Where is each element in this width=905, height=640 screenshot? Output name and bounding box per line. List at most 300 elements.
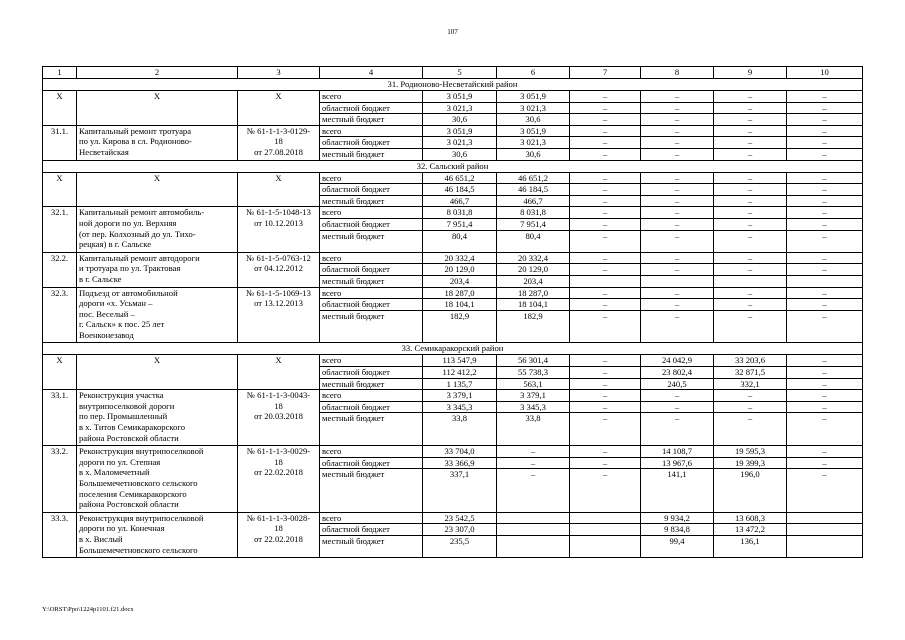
- funding-source-cell: местный бюджет: [320, 230, 423, 252]
- object-name-line: Реконструкция участка: [79, 390, 164, 401]
- funding-source-cell: всего: [320, 172, 423, 184]
- funding-source-cell: всего: [320, 446, 423, 458]
- value-cell: –: [641, 184, 714, 196]
- value-cell: 3 345,3: [497, 401, 570, 413]
- row-number-cell: 32.3.: [43, 287, 77, 343]
- funding-source-cell: областной бюджет: [320, 299, 423, 311]
- value-cell: 7 951,4: [423, 218, 497, 230]
- value-cell: –: [570, 125, 641, 137]
- value-cell: 563,1: [497, 378, 570, 390]
- row-number-cell: 31.1.: [43, 125, 77, 160]
- document-cell: [238, 91, 320, 126]
- value-cell: 46 651,2: [497, 172, 570, 184]
- value-cell: –: [787, 91, 863, 103]
- object-name-line: по пер. Промышленный: [79, 411, 168, 422]
- value-cell: 8 031,8: [423, 207, 497, 219]
- document-line: от 13.12.2013: [254, 298, 303, 309]
- value-cell: –: [570, 195, 641, 207]
- row-number-cell: X: [43, 172, 77, 207]
- column-number-7: 7: [570, 67, 641, 79]
- value-cell: 56 301,4: [497, 355, 570, 367]
- value-cell: –: [787, 401, 863, 413]
- value-cell: –: [787, 230, 863, 252]
- document-line: № 61-1-1-3-0043-: [246, 390, 311, 401]
- value-cell: –: [570, 469, 641, 512]
- document-line: от 22.02.2018: [254, 467, 303, 478]
- value-cell: [641, 275, 714, 287]
- object-name-cell: [77, 390, 238, 446]
- value-cell: –: [787, 264, 863, 276]
- document-line: № 61-1-5-1048-13: [246, 207, 311, 218]
- file-path-footer: Y:\ORST\Ppo\1224p1101.f21.docx: [42, 606, 134, 613]
- value-cell: –: [787, 367, 863, 379]
- funding-source-cell: всего: [320, 355, 423, 367]
- object-name-line: Капитальный ремонт автомобиль-: [79, 207, 205, 218]
- value-cell: –: [497, 446, 570, 458]
- value-cell: 23 542,5: [423, 512, 497, 524]
- value-cell: –: [570, 287, 641, 299]
- value-cell: –: [787, 184, 863, 196]
- district-row: [43, 343, 863, 355]
- object-name-line: внутрипоселковой дороги: [79, 400, 175, 411]
- funding-source-cell: местный бюджет: [320, 275, 423, 287]
- value-cell: 33,8: [497, 413, 570, 446]
- value-cell: 30,6: [497, 148, 570, 160]
- document-cell: [238, 446, 320, 513]
- value-cell: –: [787, 469, 863, 512]
- table-row: [43, 91, 863, 103]
- value-cell: –: [570, 137, 641, 149]
- value-cell: –: [787, 413, 863, 446]
- value-cell: –: [497, 469, 570, 512]
- object-name-cell: [77, 172, 238, 207]
- column-number-3: 3: [238, 67, 320, 79]
- object-name-cell: [77, 512, 238, 557]
- funding-source-cell: всего: [320, 91, 423, 103]
- value-cell: –: [570, 252, 641, 264]
- value-cell: 33 704,0: [423, 446, 497, 458]
- value-cell: 30,6: [423, 114, 497, 126]
- funding-source-cell: местный бюджет: [320, 114, 423, 126]
- value-cell: –: [570, 230, 641, 252]
- row-number-cell: X: [43, 355, 77, 390]
- value-cell: 14 108,7: [641, 446, 714, 458]
- value-cell: 3 379,1: [423, 390, 497, 402]
- funding-source-cell: местный бюджет: [320, 148, 423, 160]
- value-cell: –: [641, 172, 714, 184]
- funding-source-cell: областной бюджет: [320, 524, 423, 536]
- value-cell: [570, 275, 641, 287]
- object-name-line: Реконструкция внутрипоселковой: [79, 512, 204, 523]
- value-cell: –: [641, 287, 714, 299]
- value-cell: 113 547,9: [423, 355, 497, 367]
- value-cell: 3 051,9: [423, 91, 497, 103]
- value-cell: –: [641, 125, 714, 137]
- value-cell: 18 104,1: [497, 299, 570, 311]
- funding-source-cell: местный бюджет: [320, 413, 423, 446]
- value-cell: –: [570, 207, 641, 219]
- object-name-line: (от пер. Колхозный до ул. Тихо-: [79, 228, 196, 239]
- value-cell: –: [641, 91, 714, 103]
- value-cell: [787, 275, 863, 287]
- document-cell: [238, 125, 320, 160]
- value-cell: 3 021,3: [423, 102, 497, 114]
- value-cell: 99,4: [641, 536, 714, 558]
- value-cell: –: [714, 91, 787, 103]
- object-name-cell: [77, 207, 238, 252]
- funding-source-cell: всего: [320, 207, 423, 219]
- table-row: [43, 125, 863, 137]
- value-cell: 13 608,3: [714, 512, 787, 524]
- row-number-cell: 32.2.: [43, 252, 77, 287]
- value-cell: –: [714, 264, 787, 276]
- value-cell: –: [641, 252, 714, 264]
- value-cell: 3 021,3: [497, 137, 570, 149]
- value-cell: –: [714, 114, 787, 126]
- value-cell: –: [570, 264, 641, 276]
- value-cell: –: [570, 355, 641, 367]
- value-cell: 18 104,1: [423, 299, 497, 311]
- district-title: 33. Семикаракорский район: [43, 343, 863, 355]
- funding-source-cell: областной бюджет: [320, 401, 423, 413]
- funding-source-cell: местный бюджет: [320, 469, 423, 512]
- value-cell: –: [714, 125, 787, 137]
- value-cell: –: [570, 310, 641, 343]
- value-cell: [497, 512, 570, 524]
- document-line: X: [275, 355, 282, 366]
- value-cell: –: [787, 172, 863, 184]
- row-number-cell: 33.3.: [43, 512, 77, 557]
- document-line: от 22.02.2018: [254, 534, 303, 545]
- header-row: [43, 67, 863, 79]
- column-number-6: 6: [497, 67, 570, 79]
- value-cell: 80,4: [497, 230, 570, 252]
- object-name-line: ной дороги по ул. Верхняя: [79, 217, 177, 228]
- value-cell: –: [714, 299, 787, 311]
- value-cell: –: [570, 367, 641, 379]
- value-cell: –: [714, 184, 787, 196]
- funding-source-cell: областной бюджет: [320, 457, 423, 469]
- value-cell: –: [714, 390, 787, 402]
- object-name-line: Подъезд от автомобильной: [79, 287, 178, 298]
- value-cell: 20 332,4: [497, 252, 570, 264]
- document-line: от 20.03.2018: [254, 411, 303, 422]
- document-line: № 61-1-1-3-0029-: [246, 446, 311, 457]
- object-name-cell: [77, 252, 238, 287]
- value-cell: –: [641, 137, 714, 149]
- document-line: X: [275, 91, 282, 101]
- value-cell: 46 651,2: [423, 172, 497, 184]
- object-name-line: дороги «х. Усьман –: [79, 298, 153, 309]
- value-cell: –: [570, 378, 641, 390]
- value-cell: –: [570, 148, 641, 160]
- document-line: 18: [274, 136, 283, 147]
- object-name-line: X: [153, 172, 161, 183]
- value-cell: –: [787, 378, 863, 390]
- value-cell: –: [787, 102, 863, 114]
- value-cell: –: [787, 195, 863, 207]
- value-cell: –: [570, 218, 641, 230]
- object-name-cell: [77, 287, 238, 343]
- district-row: [43, 79, 863, 91]
- value-cell: 18 287,0: [497, 287, 570, 299]
- value-cell: –: [787, 310, 863, 343]
- object-name-line: Капитальный ремонт автодороги: [79, 252, 200, 263]
- document-cell: [238, 355, 320, 390]
- value-cell: 18 287,0: [423, 287, 497, 299]
- row-number-cell: 33.1.: [43, 390, 77, 446]
- value-cell: –: [714, 137, 787, 149]
- object-name-line: рецкая) в г. Сальске: [79, 239, 152, 250]
- value-cell: –: [714, 252, 787, 264]
- object-name-line: Реконструкция внутрипоселковой: [79, 446, 204, 457]
- object-name-line: в х. Вислый: [79, 534, 123, 545]
- value-cell: –: [641, 299, 714, 311]
- value-cell: 3 345,3: [423, 401, 497, 413]
- object-name-cell: [77, 125, 238, 160]
- value-cell: –: [570, 457, 641, 469]
- object-name-line: X: [153, 355, 161, 366]
- document-line: от 27.08.2018: [254, 146, 303, 157]
- funding-source-cell: всего: [320, 125, 423, 137]
- object-name-line: Военконезавод: [79, 329, 134, 340]
- column-number-10: 10: [787, 67, 863, 79]
- object-name-line: дороги по ул. Конечная: [79, 523, 165, 534]
- funding-source-cell: местный бюджет: [320, 536, 423, 558]
- value-cell: –: [570, 413, 641, 446]
- value-cell: 23 802,4: [641, 367, 714, 379]
- value-cell: –: [787, 148, 863, 160]
- funding-source-cell: местный бюджет: [320, 195, 423, 207]
- document-line: от 10.12.2013: [254, 217, 303, 228]
- value-cell: 46 184,5: [497, 184, 570, 196]
- value-cell: –: [570, 114, 641, 126]
- value-cell: 3 021,3: [497, 102, 570, 114]
- value-cell: 24 042,9: [641, 355, 714, 367]
- object-name-line: Капитальный ремонт тротуара: [79, 125, 192, 136]
- table-row: [43, 172, 863, 184]
- value-cell: [787, 536, 863, 558]
- funding-source-cell: областной бюджет: [320, 218, 423, 230]
- document-line: № 61-1-1-3-0129-: [246, 125, 311, 136]
- value-cell: 30,6: [497, 114, 570, 126]
- value-cell: –: [714, 287, 787, 299]
- value-cell: 33,8: [423, 413, 497, 446]
- object-name-line: в х. Маломечетный: [79, 467, 150, 478]
- object-name-line: Большемечетновского сельского: [79, 544, 198, 555]
- value-cell: –: [714, 230, 787, 252]
- value-cell: –: [714, 195, 787, 207]
- object-name-line: пос. Веселый –: [79, 308, 135, 319]
- value-cell: 20 129,0: [497, 264, 570, 276]
- document-line: № 61-1-5-1069-13: [246, 287, 311, 298]
- value-cell: 32 871,5: [714, 367, 787, 379]
- object-name-line: по ул. Кирова в сл. Родионово-: [79, 136, 192, 147]
- funding-source-cell: областной бюджет: [320, 264, 423, 276]
- value-cell: 112 412,2: [423, 367, 497, 379]
- value-cell: –: [787, 355, 863, 367]
- document-cell: [238, 172, 320, 207]
- funding-source-cell: местный бюджет: [320, 310, 423, 343]
- value-cell: 240,5: [641, 378, 714, 390]
- object-name-line: района Ростовской области: [79, 499, 179, 510]
- value-cell: 182,9: [423, 310, 497, 343]
- object-name-line: дороги по ул. Степная: [79, 456, 161, 467]
- value-cell: –: [641, 148, 714, 160]
- value-cell: 46 184,5: [423, 184, 497, 196]
- value-cell: 466,7: [497, 195, 570, 207]
- value-cell: –: [714, 172, 787, 184]
- district-title: 32. Сальский район: [43, 160, 863, 172]
- value-cell: 3 051,9: [497, 91, 570, 103]
- funding-source-cell: областной бюджет: [320, 102, 423, 114]
- value-cell: –: [570, 446, 641, 458]
- document-line: от 04.12.2012: [254, 263, 303, 274]
- value-cell: –: [787, 114, 863, 126]
- value-cell: –: [641, 114, 714, 126]
- value-cell: 23 307,0: [423, 524, 497, 536]
- value-cell: –: [714, 207, 787, 219]
- value-cell: –: [641, 264, 714, 276]
- value-cell: –: [787, 207, 863, 219]
- page-number: 107: [447, 28, 458, 36]
- value-cell: 13 967,6: [641, 457, 714, 469]
- document-line: 18: [274, 456, 283, 467]
- value-cell: 33 203,6: [714, 355, 787, 367]
- value-cell: –: [570, 401, 641, 413]
- value-cell: –: [787, 252, 863, 264]
- object-name-line: в г. Сальске: [79, 273, 122, 284]
- value-cell: –: [570, 91, 641, 103]
- value-cell: [570, 536, 641, 558]
- value-cell: –: [641, 413, 714, 446]
- funding-source-cell: областной бюджет: [320, 184, 423, 196]
- document-cell: [238, 252, 320, 287]
- value-cell: –: [787, 299, 863, 311]
- object-name-line: в х. Титов Семикаракорского: [79, 422, 186, 433]
- funding-source-cell: местный бюджет: [320, 378, 423, 390]
- object-name-line: района Ростовской области: [79, 432, 179, 443]
- value-cell: 30,6: [423, 148, 497, 160]
- district-row: [43, 160, 863, 172]
- value-cell: 3 379,1: [497, 390, 570, 402]
- value-cell: –: [787, 125, 863, 137]
- document-cell: [238, 207, 320, 252]
- value-cell: [787, 512, 863, 524]
- value-cell: 466,7: [423, 195, 497, 207]
- value-cell: –: [497, 457, 570, 469]
- value-cell: –: [641, 310, 714, 343]
- table-row: [43, 287, 863, 299]
- column-number-9: 9: [714, 67, 787, 79]
- value-cell: 9 834,8: [641, 524, 714, 536]
- funding-source-cell: областной бюджет: [320, 137, 423, 149]
- value-cell: 203,4: [423, 275, 497, 287]
- value-cell: 7 951,4: [497, 218, 570, 230]
- column-number-4: 4: [320, 67, 423, 79]
- value-cell: –: [714, 218, 787, 230]
- value-cell: 13 472,2: [714, 524, 787, 536]
- value-cell: 332,1: [714, 378, 787, 390]
- row-number-cell: X: [43, 91, 77, 126]
- funding-source-cell: всего: [320, 252, 423, 264]
- funding-source-cell: всего: [320, 512, 423, 524]
- value-cell: [497, 524, 570, 536]
- value-cell: 136,1: [714, 536, 787, 558]
- funding-source-cell: всего: [320, 390, 423, 402]
- value-cell: –: [641, 102, 714, 114]
- document-cell: [238, 287, 320, 343]
- object-name-cell: [77, 446, 238, 513]
- value-cell: –: [641, 230, 714, 252]
- value-cell: 3 051,9: [423, 125, 497, 137]
- funding-source-cell: всего: [320, 287, 423, 299]
- column-number-2: 2: [77, 67, 238, 79]
- object-name-line: Большемечетновского сельского: [79, 478, 198, 489]
- document-cell: [238, 390, 320, 446]
- document-line: № 61-1-1-3-0028-: [246, 512, 311, 523]
- value-cell: 8 031,8: [497, 207, 570, 219]
- value-cell: 20 129,0: [423, 264, 497, 276]
- table-row: [43, 512, 863, 524]
- table-row: [43, 355, 863, 367]
- document-line: 18: [274, 523, 283, 534]
- row-number-cell: 33.2.: [43, 446, 77, 513]
- value-cell: 80,4: [423, 230, 497, 252]
- value-cell: 235,5: [423, 536, 497, 558]
- object-name-cell: [77, 355, 238, 390]
- value-cell: 3 021,3: [423, 137, 497, 149]
- value-cell: –: [714, 401, 787, 413]
- object-name-line: и тротуара по ул. Трактовая: [79, 263, 181, 274]
- value-cell: –: [641, 218, 714, 230]
- value-cell: –: [714, 413, 787, 446]
- document-line: 18: [274, 400, 283, 411]
- district-title: 31. Родионово-Несветайский район: [43, 79, 863, 91]
- value-cell: –: [641, 390, 714, 402]
- value-cell: –: [787, 390, 863, 402]
- object-name-cell: [77, 91, 238, 126]
- value-cell: –: [570, 172, 641, 184]
- value-cell: –: [570, 299, 641, 311]
- value-cell: –: [641, 207, 714, 219]
- value-cell: –: [641, 401, 714, 413]
- value-cell: –: [570, 184, 641, 196]
- value-cell: 9 934,2: [641, 512, 714, 524]
- value-cell: [497, 536, 570, 558]
- value-cell: 19 595,3: [714, 446, 787, 458]
- table-row: [43, 252, 863, 264]
- value-cell: –: [570, 390, 641, 402]
- value-cell: 33 366,9: [423, 457, 497, 469]
- value-cell: [570, 512, 641, 524]
- object-name-line: X: [153, 91, 161, 101]
- value-cell: –: [787, 218, 863, 230]
- table-row: [43, 390, 863, 402]
- value-cell: –: [787, 137, 863, 149]
- value-cell: 141,1: [641, 469, 714, 512]
- value-cell: [570, 524, 641, 536]
- value-cell: 182,9: [497, 310, 570, 343]
- value-cell: 1 135,7: [423, 378, 497, 390]
- value-cell: [787, 524, 863, 536]
- object-name-line: Несветайская: [79, 146, 129, 157]
- value-cell: –: [787, 287, 863, 299]
- value-cell: 20 332,4: [423, 252, 497, 264]
- budget-table: [42, 66, 863, 558]
- value-cell: –: [714, 148, 787, 160]
- document-line: X: [275, 172, 282, 183]
